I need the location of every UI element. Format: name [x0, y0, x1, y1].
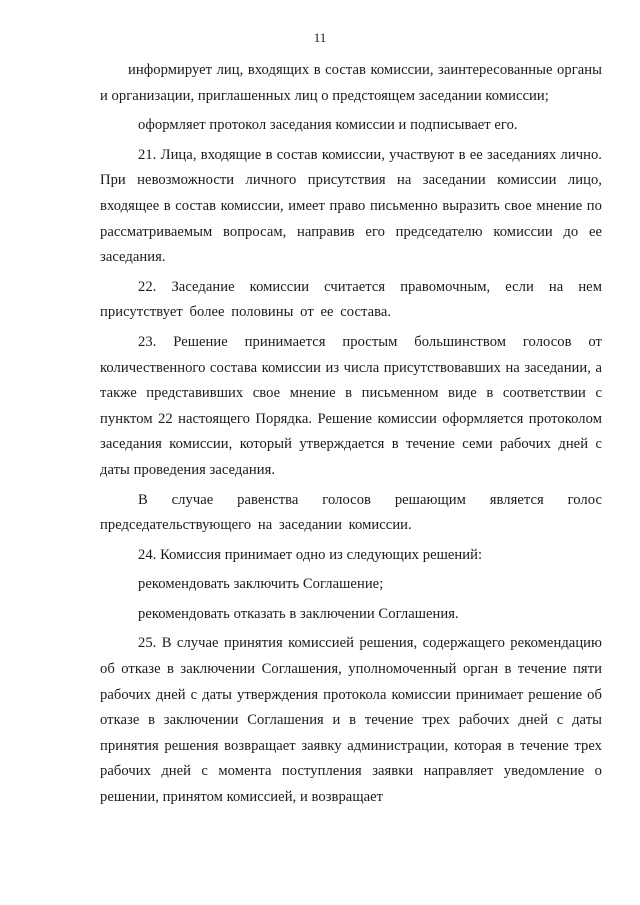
paragraph-23: 23. Решение принимается простым большинством голосов от количественного состава комиссии из числа присутствовавших на заседании, а также представивших свое мнение в письменном виде в соответствии с пунктом 22 настоящего Порядка. Решение комиссии оформляется протоколом заседания комиссии, который утверждается в течение семи рабочих дней с даты проведения заседания.	[100, 333, 602, 478]
paragraph-24: 24. Комиссия принимает одно из следующих решений:	[138, 546, 483, 563]
list-item-recommend-refuse: рекомендовать отказать в заключении Соглашения.	[138, 605, 459, 622]
paragraph-25: 25. В случае принятия комиссией решения, содержащего рекомендацию об отказе в заключении Соглашения, уполномоченный орган в течение пяти рабочих дней с даты утверждения протокола комиссии принимает решение об отказе в заключении Соглашения и в течение трех рабочих дней с даты принятия решения возвращает заявку администрации, которая в течение трех рабочих дней с момента поступления заявки направляет уведомление о решении, принятом комиссией, и возвращает	[100, 635, 602, 806]
paragraph-tie-vote: В случае равенства голосов решающим является голос председательствующего на заседании комиссии.	[100, 491, 602, 534]
paragraph-protocol: оформляет протокол заседания комиссии и подписывает его.	[138, 117, 518, 134]
paragraph-21: 21. Лица, входящие в состав комиссии, участвуют в ее заседаниях лично. При невозможности личного присутствия на заседании комиссии лицо, входящее в состав комиссии, имеет право письменно выразить свое мнение по рассматриваемым вопросам, направив его председателю комиссии до ее заседания.	[100, 146, 602, 266]
list-item-recommend-conclude: рекомендовать заключить Соглашение;	[138, 576, 384, 593]
document-body	[100, 58, 602, 811]
page-number: 11	[313, 30, 327, 45]
paragraph-inform: информирует лиц, входящих в состав комиссии, заинтересованные органы и организации, приглашенных лиц о предстоящем заседании комиссии;	[100, 62, 602, 104]
paragraph-22: 22. Заседание комиссии считается правомочным, если на нем присутствует более половины от ее состава.	[100, 278, 602, 321]
